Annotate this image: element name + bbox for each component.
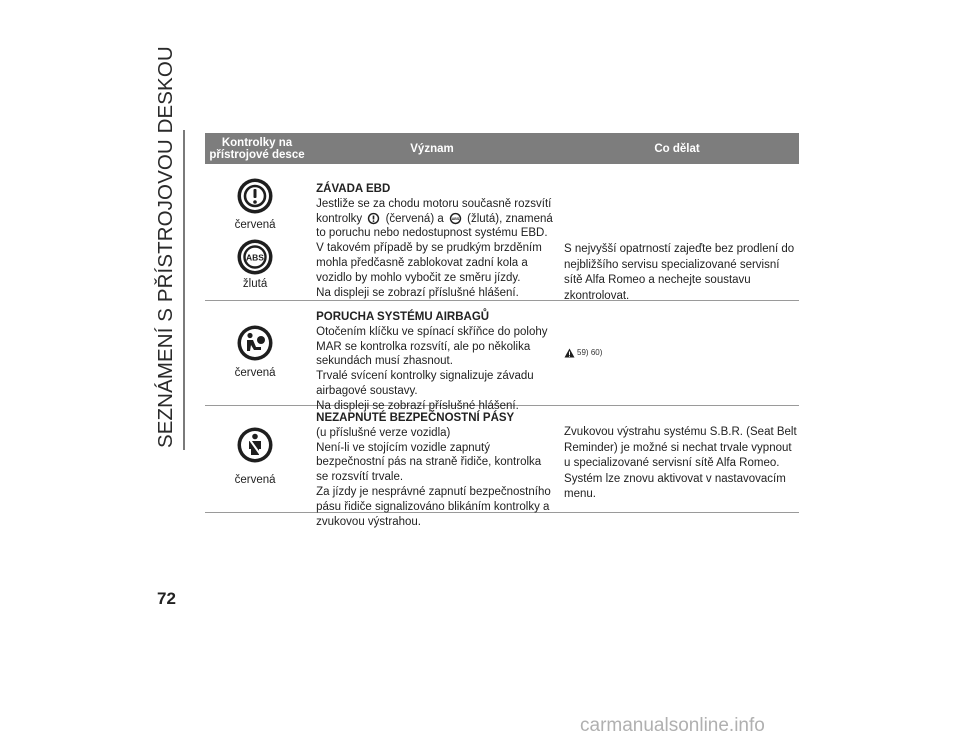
section-divider bbox=[183, 130, 185, 450]
table-row bbox=[205, 406, 799, 528]
warning-lights-table bbox=[205, 133, 799, 528]
table-header bbox=[205, 133, 799, 164]
section-title: SEZNÁMENÍ S PŘÍSTROJOVOU DESKOU bbox=[154, 46, 177, 448]
icon-caption: červená bbox=[234, 474, 276, 486]
row-icons bbox=[205, 406, 305, 512]
header-meaning: Význam bbox=[410, 142, 454, 155]
seatbelt-icon bbox=[235, 425, 275, 465]
row-title: NEZAPNUTÉ BEZPEČNOSTNÍ PÁSY bbox=[316, 412, 515, 424]
icon-caption: žlutá bbox=[242, 278, 268, 290]
meaning-text: Otočením klíčku ve spínací skříňce do polohy MAR se kontrolka rozsvítí, ale po několika sekundách musí zhasnout. bbox=[316, 325, 548, 368]
meaning-text: Na displeji se zobrazí příslušné hlášení. bbox=[316, 286, 519, 299]
page-number: 72 bbox=[157, 589, 176, 608]
warning-reference bbox=[564, 345, 602, 361]
row-action: Zvukovou výstrahu systému S.B.R. (Seat Belt Reminder) je možné si nechat trvale vypnout u specializované servisní sítě Alfa Romeo. Systém lze znovu aktivovat v nastavovacím menu. bbox=[564, 426, 797, 500]
warning-reference-text: 59) 60) bbox=[577, 348, 603, 358]
row-title: ZÁVADA EBD bbox=[316, 183, 391, 195]
row-meaning bbox=[305, 164, 553, 300]
meaning-text: (žlutá), znamená to poruchu nebo nedostupnost systému EBD. V takovém případě by se prudkým brzděním mohla předčasně zablokovat zadní kola a vozidlo by mohlo vybočit ze směru jízdy. bbox=[316, 212, 553, 284]
svg-text:ABS: ABS bbox=[246, 252, 265, 263]
icon-caption: červená bbox=[234, 367, 276, 379]
row-icons bbox=[205, 301, 305, 405]
brake-exclamation-icon bbox=[367, 212, 380, 225]
meaning-text: Trvalé svícení kontrolky signalizuje závadu airbagové soustavy. bbox=[316, 370, 534, 397]
meaning-text: Jestliže se za chodu motoru současně rozsvítí kontrolky bbox=[316, 197, 552, 225]
svg-text:ABS: ABS bbox=[451, 216, 460, 221]
header-action: Co dělat bbox=[654, 142, 700, 155]
meaning-text: Na displeji se zobrazí příslušné hlášení. bbox=[316, 399, 519, 412]
abs-icon bbox=[235, 237, 275, 277]
table-row bbox=[205, 164, 799, 301]
meaning-text: (u příslušné verze vozidla) bbox=[316, 426, 451, 439]
row-action bbox=[553, 301, 799, 405]
airbag-icon bbox=[235, 323, 275, 363]
footer-watermark: carmanualsonline.info bbox=[580, 715, 765, 736]
header-lights: Kontrolky na přístrojové desce bbox=[209, 136, 305, 161]
meaning-text: Není-li ve stojícím vozidle zapnutý bezpečnostní pás na straně řidiče, kontrolka se rozsvítí trvale. bbox=[316, 441, 542, 484]
abs-icon bbox=[449, 212, 462, 225]
brake-exclamation-icon bbox=[235, 176, 275, 216]
row-title: PORUCHA SYSTÉMU AIRBAGŮ bbox=[316, 311, 490, 323]
warning-triangle-icon bbox=[564, 348, 575, 358]
row-icons bbox=[205, 164, 305, 300]
row-meaning bbox=[305, 406, 553, 528]
row-action: S nejvyšší opatrností zajeďte bez prodlení do nejbližšího servisu specializované servisní sítě Alfa Romeo a nechejte soustavu zkontrolovat. bbox=[564, 243, 795, 302]
row-meaning bbox=[305, 301, 553, 412]
meaning-text: Za jízdy je nesprávné zapnutí bezpečnostního pásu řidiče signalizováno blikáním kontrolky a zvukovou výstrahou. bbox=[316, 485, 551, 528]
table-row bbox=[205, 301, 799, 412]
meaning-text: (červená) a bbox=[385, 212, 444, 225]
icon-caption: červená bbox=[234, 219, 276, 231]
